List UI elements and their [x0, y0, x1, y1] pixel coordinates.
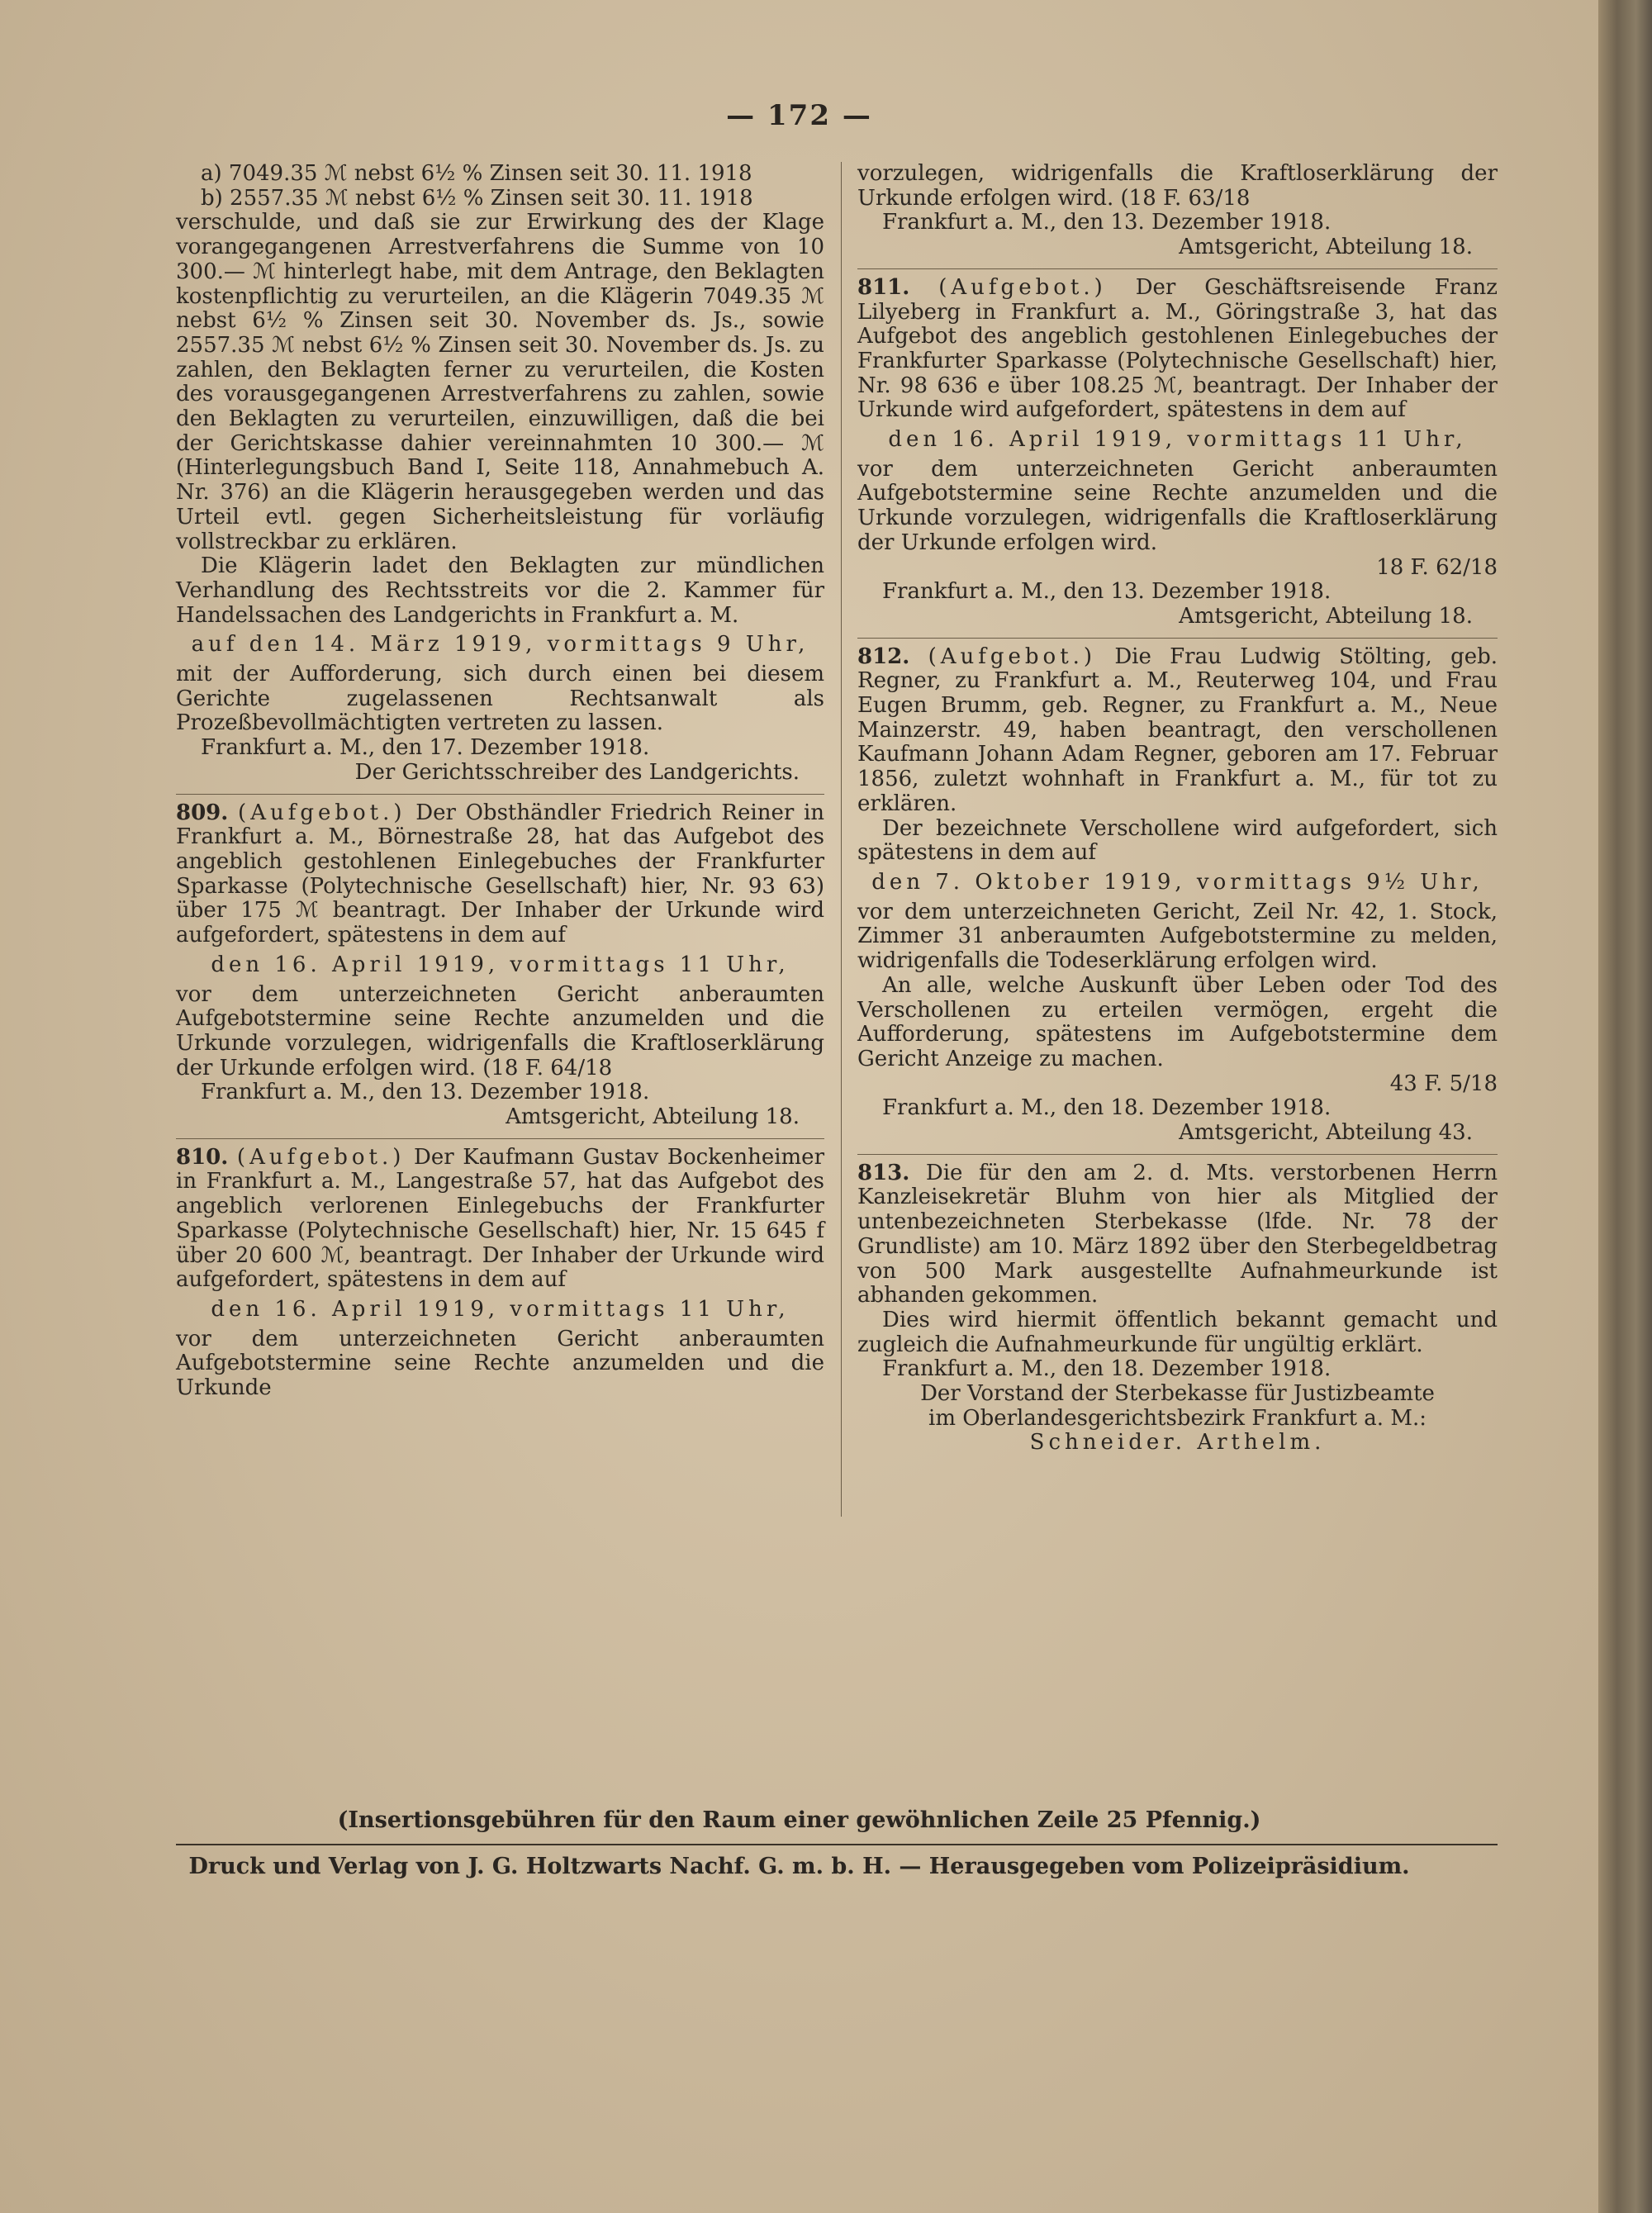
- hearing-date: auf den 14. März 1919, vormittags 9 Uhr,: [191, 632, 809, 658]
- notice-ref: (18 F. 64/18: [482, 1055, 613, 1080]
- notice-text-3: vor dem unterzeichneten Gericht, Zeil Nr. 42, 1. Stock, Zimmer 31 anberaumten Aufgebotstermine zu melden, widrigenfalls die Todeserklärung erfolgen wird.: [857, 899, 1498, 974]
- left-column: [176, 162, 824, 1401]
- notice-place: Frankfurt a. M., den 18. Dezember 1918.: [882, 1095, 1332, 1121]
- notice-text: Der Kaufmann Gustav Bockenheimer in Frankfurt a. M., Langestraße 57, hat das Aufgebot des angeblich verlorenen Einlegebuchs der Frankfurter Sparkasse (Polytechnische Gesellschaft) hier, Nr. 15 645 f über 20 600 ℳ, beantragt. Der Inhaber der Urkunde wird aufgefordert, spätestens in dem auf: [176, 1144, 824, 1293]
- notice-810: [176, 1138, 824, 1401]
- imprint: Druck und Verlag von J. G. Holtzwarts Nachf. G. m. b. H. — Herausgegeben vom Polizeipräsidium.: [188, 1854, 1410, 1879]
- continued-text: vorzulegen, widrigenfalls die Kraftloserklärung der Urkunde erfolgen wird.: [857, 161, 1498, 211]
- right-column: [857, 162, 1498, 1456]
- continued-signature: Amtsgericht, Abteilung 18.: [1179, 235, 1473, 260]
- notice-number: 809.: [176, 800, 229, 825]
- notice-signature: Amtsgericht, Abteilung 18.: [1179, 603, 1473, 629]
- notice-number: 810.: [176, 1144, 229, 1170]
- notice-ref: 43 F. 5/18: [1389, 1071, 1498, 1096]
- summons-text: Die Klägerin ladet den Beklagten zur mündlichen Verhandlung des Rechtsstreits vor die 2. Kammer für Handelssachen des Landgerichts in Frankfurt a. M.: [176, 553, 824, 628]
- continued-ref: (18 F. 63/18: [1120, 185, 1251, 211]
- notice-809: [176, 794, 824, 1130]
- place-date: Frankfurt a. M., den 17. Dezember 1918.: [201, 735, 650, 761]
- notice-text-2: Dies wird hiermit öffentlich bekannt gemacht und zugleich die Aufnahmeurkunde für ungültig erklärt.: [857, 1307, 1498, 1357]
- notice-date: den 16. April 1919, vormittags 11 Uhr,: [211, 952, 790, 977]
- claim-b: b) 2557.35 ℳ nebst 6½ % Zinsen seit 30. 11. 1918: [201, 185, 753, 211]
- page-number: — 172 —: [726, 99, 872, 132]
- signature: Der Gerichtsschreiber des Landgerichts.: [354, 759, 800, 785]
- notice-text-4: An alle, welche Auskunft über Leben oder Tod des Verschollenen zu erteilen vermögen, ergeht die Aufforderung, spätestens im Aufgebotstermine dem Gericht Anzeige zu machen.: [857, 972, 1498, 1071]
- notice-ref: 18 F. 62/18: [1376, 554, 1498, 580]
- claim-text: verschulde, und daß sie zur Erwirkung des der Klage vorangegangenen Arrestverfahrens die Summe von 10 300.— ℳ hinterlegt habe, mit dem Antrage, den Beklagten kostenpflichtig zu verurteilen, an die Klägerin 7049.35 ℳ nebst 6½ % Zinsen seit 30. November ds. Js., sowie 2557.35 ℳ nebst 6½ % Zinsen seit 30. November ds. Js. zu zahlen, den Beklagten ferner zu verurteilen, die Kosten des vorausgegangenen Arrestverfahrens zu zahlen, sowie den Beklagten zu verurteilen, einzuwilligen, daß die bei der Gerichtskasse dahier vereinnahmten 10 300.— ℳ (Hinterlegungsbuch Band I, Seite 118, Annahmebuch A. Nr. 376) an die Klägerin herausgegeben werden und das Urteil evtl. gegen Sicherheitsleistung für vorläufig vollstreckbar zu erklären.: [176, 210, 824, 554]
- notice-place: Frankfurt a. M., den 18. Dezember 1918.: [882, 1356, 1332, 1382]
- notice-date: den 7. Oktober 1919, vormittags 9½ Uhr,: [871, 869, 1483, 895]
- notice-813: [857, 1154, 1498, 1456]
- notice-text-2: vor dem unterzeichneten Gericht anberaumten Aufgebotstermine seine Rechte anzumelden und die Urkunde vorzulegen, widrigenfalls die Kraftloserklärung der Urkunde erfolgen wird.: [176, 981, 824, 1080]
- notice-place: Frankfurt a. M., den 13. Dezember 1918.: [882, 579, 1332, 605]
- notice-text-2: Der bezeichnete Verschollene wird aufgefordert, sich spätestens in dem auf: [857, 815, 1498, 866]
- notice-text-2: vor dem unterzeichneten Gericht anberaumten Aufgebotstermine seine Rechte anzumelden und die Urkunde: [176, 1326, 824, 1401]
- notice-text: Die für den am 2. d. Mts. verstorbenen Herrn Kanzleisekretär Bluhm von hier als Mitglied der untenbezeichneten Sterbekasse (lfde. Nr. 78 der Grundliste) am 10. März 1892 über den Sterbegeldbetrag von 500 Mark ausgestellte Aufnahmeurkunde ist abhanden gekommen.: [857, 1160, 1498, 1308]
- insertion-fee-note: (Insertionsgebühren für den Raum einer gewöhnlichen Zeile 25 Pfennig.): [337, 1807, 1261, 1833]
- continued-place: Frankfurt a. M., den 13. Dezember 1918.: [882, 210, 1332, 235]
- notice-text: Der Obsthändler Friedrich Reiner in Frankfurt a. M., Börnestraße 28, hat das Aufgebot des angeblich gestohlenen Einlegebuches der Frankfurter Sparkasse (Polytechnische Gesellschaft) hier, Nr. 93 63) über 175 ℳ beantragt. Der Inhaber der Urkunde wird aufgefordert, spätestens in dem auf: [176, 800, 825, 948]
- notice-heading: (Aufgebot.): [236, 1144, 406, 1170]
- notice-heading: (Aufgebot.): [928, 643, 1097, 669]
- notice-signature-1: Der Vorstand der Sterbekasse für Justizbeamte: [920, 1381, 1435, 1407]
- column-divider: [841, 162, 842, 1517]
- notice-text: Die Frau Ludwig Stölting, geb. Regner, zu Frankfurt a. M., Reuterweg 104, und Frau Eugen Brumm, geb. Regner, zu Frankfurt a. M., Neue Mainzerstr. 49, haben beantragt, den verschollenen Kaufmann Johann Adam Regner, geboren am 17. Februar 1856, zuletzt wohnhaft in Frankfurt a. M., für tot zu erklären.: [857, 643, 1498, 816]
- notice-number: 812.: [857, 643, 910, 669]
- notice-date: den 16. April 1919, vormittags 11 Uhr,: [211, 1296, 790, 1322]
- notice-signature: Amtsgericht, Abteilung 43.: [1179, 1120, 1473, 1146]
- notice-text-2: vor dem unterzeichneten Gericht anberaumten Aufgebotstermine seine Rechte anzumelden und die Urkunde vorzulegen, widrigenfalls die Kraftloserklärung der Urkunde erfolgen wird.: [857, 456, 1498, 555]
- notice-number: 811.: [857, 274, 910, 300]
- notice-heading: (Aufgebot.): [938, 274, 1107, 300]
- notice-signature: Amtsgericht, Abteilung 18.: [506, 1104, 800, 1130]
- notice-811: [857, 268, 1498, 629]
- notice-heading: (Aufgebot.): [238, 800, 406, 825]
- notice-signature-2: im Oberlandesgerichtsbezirk Frankfurt a. M.:: [928, 1405, 1427, 1431]
- claim-a: a) 7049.35 ℳ nebst 6½ % Zinsen seit 30. 11. 1918: [201, 161, 752, 186]
- notice-number: 813.: [857, 1160, 910, 1185]
- book-spine: [1598, 0, 1652, 2213]
- notice-place: Frankfurt a. M., den 13. Dezember 1918.: [201, 1080, 650, 1105]
- summons-instruction: mit der Aufforderung, sich durch einen bei diesem Gerichte zugelassenen Rechtsanwalt als Prozeßbevollmächtigten vertreten zu lassen.: [176, 662, 824, 736]
- notice-text: Der Geschäftsreisende Franz Lilyeberg in Frankfurt a. M., Göringstraße 3, hat das Aufgebot des angeblich gestohlenen Einlegebuches der Frankfurter Sparkasse (Polytechnische Gesellschaft) hier, Nr. 98 636 e über 108.25 ℳ, beantragt. Der Inhaber der Urkunde wird aufgefordert, spätestens in dem auf: [857, 274, 1498, 423]
- notice-date: den 16. April 1919, vormittags 11 Uhr,: [888, 427, 1467, 453]
- notice-signature-names: Schneider. Arthelm.: [1029, 1430, 1326, 1456]
- notice-812: [857, 638, 1498, 1146]
- footer-rule: [176, 1844, 1498, 1845]
